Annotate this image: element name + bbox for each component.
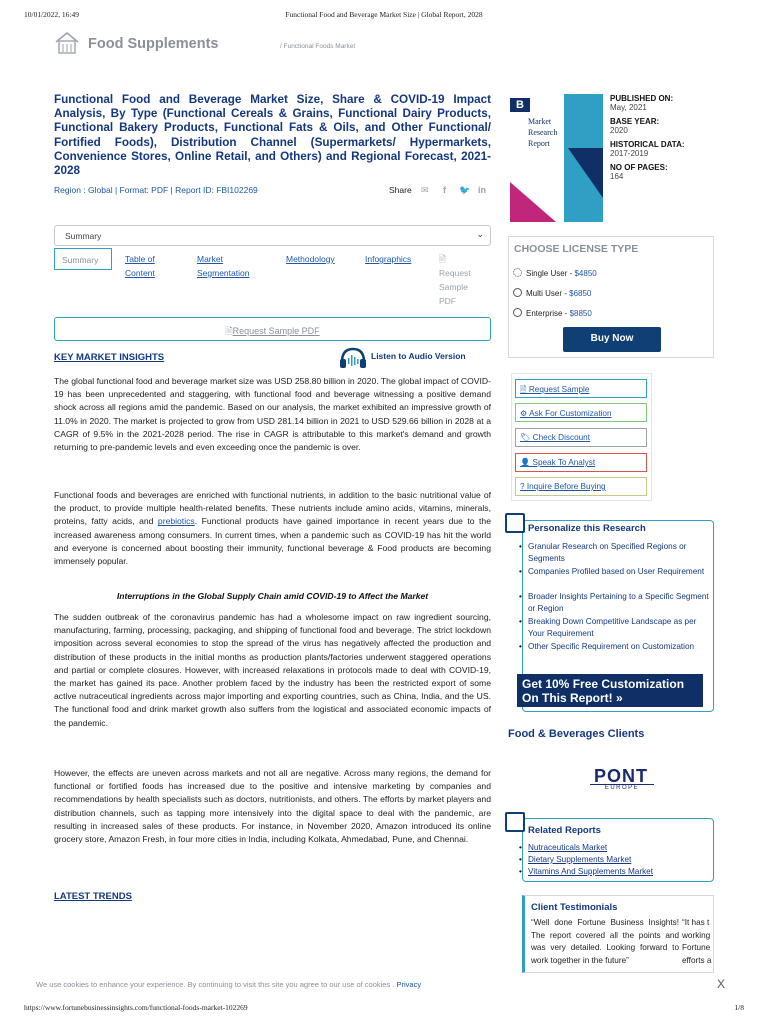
question-icon: ?	[520, 482, 527, 491]
research-doc-icon	[505, 513, 525, 533]
print-timestamp: 10/01/2022, 16:49	[24, 10, 80, 19]
personalize-item: • Companies Profiled based on User Requirement	[528, 566, 714, 578]
historical-data-value: 2017-2019	[610, 149, 649, 158]
tab-infographics[interactable]: Infographics	[365, 254, 412, 264]
testimonials-title: Client Testimonials	[531, 902, 618, 913]
free-customization-cta[interactable]: Get 10% Free Customization On This Report! »	[517, 674, 703, 707]
home-logo-icon[interactable]	[54, 30, 80, 56]
breadcrumb[interactable]: / Functional Foods Market	[280, 43, 356, 50]
pages-value: 164	[610, 172, 624, 181]
chevron-down-icon: ⌄	[476, 229, 484, 239]
share-icons	[421, 185, 491, 197]
key-insights-header	[54, 346, 491, 370]
paragraph-2: Functional foods and beverages are enriched with functional nutrients, in addition to the basic nutritional value of the product, to provide multiple health-related benefits. These nutrients include amino acids, vitamins, minerals, proteins, fatty acids, and prebiotics. Functional products have gained importance in recent years due to the increased awareness among consumers. In current times, when a pandemic such as COVID-19 has hit the world and everyone is concerned about boosting their immunity, functional beverage & Food products are becoming immensely popular.	[54, 490, 491, 567]
buy-now-button[interactable]: Buy Now	[563, 327, 661, 352]
cookie-text: We use cookies to enhance your experience. By continuing to visit this site you agree to our use of cookies . Privacy	[36, 980, 422, 989]
document-icon: 🗎	[439, 254, 446, 264]
tab-market-segmentation[interactable]: Market Segmentation	[197, 254, 250, 278]
pages-label: NO OF PAGES:	[610, 163, 668, 172]
person-icon: 👤	[520, 458, 533, 467]
cookie-banner	[0, 975, 768, 997]
base-year-label: BASE YEAR:	[610, 117, 660, 126]
radio-icon	[513, 268, 522, 277]
twitter-share-icon[interactable]: 🐦	[459, 185, 471, 195]
related-report-link[interactable]: • Vitamins And Supplements Market	[528, 866, 714, 878]
section-select[interactable]	[54, 225, 491, 246]
report-cover-image	[506, 94, 603, 222]
headphones-icon[interactable]	[338, 346, 368, 370]
client-logo-pont: PONT	[593, 766, 648, 786]
paragraph-1: The global functional food and beverage market size was USD 258.80 billion in 2020. The global impact of COVID-19 has been unprecedented and staggering, with functional food and beverage witnessing a positive demand shock across all regions amid the pandemic. Based on our analysis, the market exhibited an impressive growth of 11.0% in 2020. The market is projected to grow from USD 281.14 billion in 2021 to USD 529.66 billion in 2028 at a CAGR of 9.5% in the 2021-2028 period. The rise in CAGR is attributable to this market's demand and growth returning to pre-pandemic levels and even exceeding once the pandemic is over.	[54, 376, 491, 453]
license-option-single[interactable]: Single User - $4850	[513, 268, 597, 278]
clients-title: Food & Beverages Clients	[508, 728, 645, 740]
tab-request-sample[interactable]: 🗎 Request Sample PDF	[439, 254, 471, 306]
client-logo-sub: EUROPE	[590, 784, 654, 792]
testimonials-box	[522, 895, 714, 973]
license-option-multi[interactable]: Multi User - $6850	[513, 288, 591, 298]
report-meta-row	[54, 185, 491, 199]
print-url: https://www.fortunebusinessinsights.com/functional-foods-market-102269	[24, 1003, 248, 1012]
request-sample-pdf-button[interactable]: 🗎Request Sample PDF	[54, 317, 491, 341]
check-discount-button[interactable]: 🏷 Check Discount	[515, 428, 647, 447]
personalize-item: • Broader Insights Pertaining to a Specific Segment or Region	[528, 591, 714, 614]
listen-audio-link[interactable]: Listen to Audio Version	[371, 351, 466, 361]
radio-icon	[513, 288, 522, 297]
related-report-link[interactable]: • Nutraceuticals Market	[528, 842, 714, 854]
document-icon: 🗎	[520, 385, 529, 394]
print-footer	[24, 1003, 744, 1015]
tag-icon: 🏷	[520, 433, 533, 442]
tab-table-of-content[interactable]: Table of Content	[125, 254, 155, 278]
section-tabs	[54, 248, 491, 308]
historical-data-label: HISTORICAL DATA:	[610, 140, 685, 149]
personalize-item: • Other Specific Requirement on Customization	[528, 641, 714, 653]
license-title: CHOOSE LICENSE TYPE	[514, 243, 639, 255]
cover-logo: B	[510, 98, 530, 112]
document-icon: 🗎	[225, 326, 233, 336]
key-insights-title: KEY MARKET INSIGHTS	[54, 352, 165, 363]
close-icon[interactable]: X	[717, 977, 726, 991]
prebiotics-link[interactable]: prebiotics	[157, 516, 195, 527]
inquire-before-buying-button[interactable]: ? Inquire Before Buying	[515, 477, 647, 496]
published-value: May, 2021	[610, 103, 647, 112]
report-meta: Region : Global | Format: PDF | Report ID: FBI102269	[54, 185, 258, 195]
brand-name[interactable]: Food Supplements	[88, 36, 219, 52]
related-reports-title: Related Reports	[528, 825, 601, 836]
print-title: Functional Food and Beverage Market Size | Global Report, 2028	[285, 10, 483, 19]
share-label: Share	[389, 185, 412, 195]
privacy-link[interactable]: Privacy	[396, 980, 422, 989]
print-page-number: 1/8	[734, 1003, 744, 1012]
facebook-share-icon[interactable]: f	[443, 185, 446, 195]
action-links	[511, 373, 652, 501]
section-select-value: Summary	[65, 231, 102, 241]
related-report-link[interactable]: • Dietary Supplements Market	[528, 854, 714, 866]
radio-icon	[513, 308, 522, 317]
related-doc-icon	[505, 812, 525, 832]
personalize-item: • Granular Research on Specified Regions or Segments	[528, 541, 714, 564]
published-label: PUBLISHED ON:	[610, 94, 674, 103]
tab-methodology[interactable]: Methodology	[286, 254, 335, 264]
cover-text: Market Research Report	[528, 117, 558, 148]
email-share-icon[interactable]: ✉	[421, 185, 429, 195]
speak-analyst-button[interactable]: 👤 Speak To Analyst	[515, 453, 647, 472]
testimonial-quote-partial: “It has t working Fortune efforts a	[682, 918, 712, 965]
linkedin-share-icon[interactable]: in	[478, 185, 486, 195]
request-sample-button[interactable]: 🗎 Request Sample	[515, 379, 647, 398]
personalize-title: Personalize this Research	[528, 523, 646, 534]
print-header	[24, 10, 744, 22]
gear-icon: ⚙	[520, 409, 530, 418]
ask-customization-button[interactable]: ⚙ Ask For Customization	[515, 403, 647, 422]
tab-summary[interactable]: Summary	[54, 248, 112, 270]
base-year-value: 2020	[610, 126, 628, 135]
report-title: Functional Food and Beverage Market Size, Share & COVID-19 Impact Analysis, By Type (Functional Cereals & Grains, Functional Dairy Products, Functional Bakery Products, Functional Fats & Oils, and Other Functional/ Fortified Foods), Distribution Channel (Supermarkets/ Hypermarkets, Convenience Stores, Online Retail, and Others) and Regional Forecast, 2021-2028	[54, 93, 491, 178]
paragraph-3: The sudden outbreak of the coronavirus pandemic has had a wholesome impact on raw ingredient sourcing, manufacturing, farming, processing, packaging, and shipping of functional food and beverage. The strict lockdown imposition across several economies to stop the spread of the virus has negatively affected the production and distribution of these products in the initial months as production plants/factories underwent staggered operations and partial or complete closures. However, with increased relaxations in protocols made to deal with COVID-19, the market has gained its pace. Another problem faced by the industry has been the restricted export of some active nutraceutical ingredients across major importing and exporting countries, such as China, India, and the US. The functional food and drink market growth also suffers from the logistical and associated economic impacts of the pandemic.	[54, 612, 491, 728]
latest-trends-heading[interactable]: LATEST TRENDS	[54, 891, 132, 902]
double-chevron-icon: »	[616, 691, 623, 705]
license-box	[508, 236, 714, 358]
section-subheading: Interruptions in the Global Supply Chain amid COVID-19 to Affect the Market	[116, 591, 429, 601]
license-option-enterprise[interactable]: Enterprise - $8850	[513, 308, 592, 318]
publication-info	[610, 94, 710, 181]
testimonial-quote: “Well done Fortune Business Insights! The report covered all the points and was very detailed. Looking forward to work together in the future”	[531, 918, 679, 965]
personalize-item: • Breaking Down Competitive Landscape as per Your Requirement	[528, 616, 714, 639]
paragraph-4: However, the effects are uneven across markets and not all are negative. Across many regions, the demand for functional or fortified foods has increased due to the positive and intensive marketing by companies and recommendations by health specialists such as doctors, nutritionists, and others. The efforts by market players and distribution channels, such as tapping more intensively into the digital space to deal with the pandemic, are resulting in increased sales of these products. For instance, in November 2020, Amazon introduced its online grocery store, Amazon Fresh, in four more cities in India, including Kolkata, Ahmedabad, Pune, and Chennai.	[54, 768, 491, 845]
site-header	[54, 30, 714, 64]
